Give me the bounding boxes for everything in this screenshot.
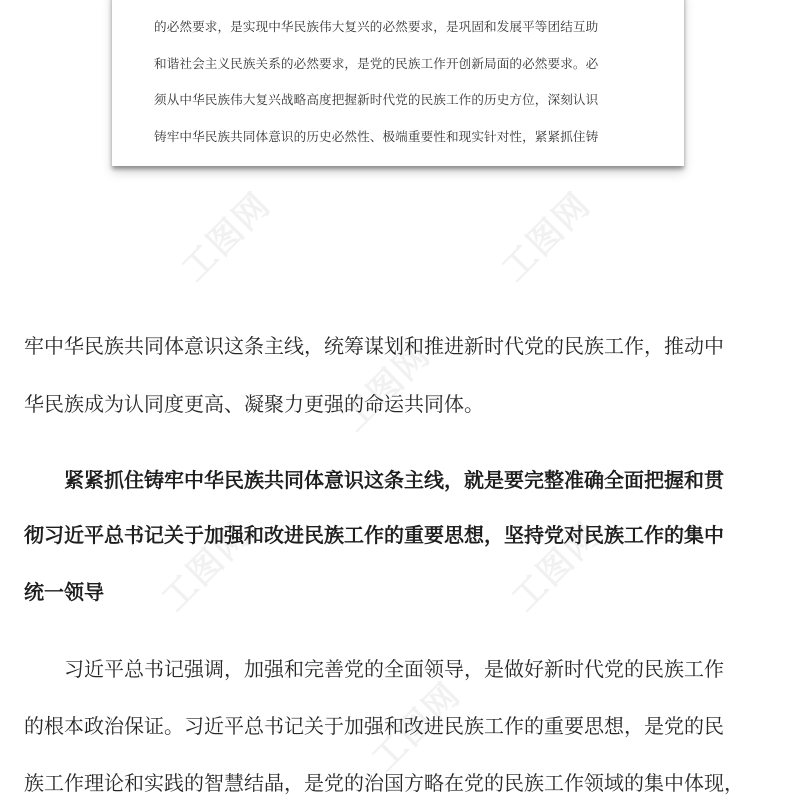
excerpt-card bbox=[112, 0, 684, 166]
watermark: 工图网 bbox=[154, 514, 259, 620]
watermark: 工图网 bbox=[494, 184, 599, 290]
excerpt-line: 须从中华民族伟大复兴战略高度把握新时代党的民族工作的历史方位，深刻认识 bbox=[154, 92, 599, 107]
excerpt-line: 和谐社会主义民族关系的必然要求，是党的民族工作开创新局面的必然要求。必 bbox=[154, 55, 599, 71]
excerpt-text bbox=[154, 9, 654, 155]
paragraph-line: 牢中华民族共同体意识这条主线，统筹谋划和推进新时代党的民族工作，推动中 bbox=[24, 334, 724, 358]
paragraph-line: 族工作理论和实践的智慧结晶，是党的治国方略在党的民族工作领域的集中体现， bbox=[24, 771, 744, 795]
excerpt-line: 的必然要求，是实现中华民族伟大复兴的必然要求，是巩固和发展平等团结互助 bbox=[154, 19, 599, 34]
section-heading-text: 紧紧抓住铸牢中华民族共同体意识这条主线，就是要完整准确全面把握和贯 bbox=[64, 468, 724, 492]
section-heading-line: 统一领导 bbox=[24, 580, 104, 604]
watermark: 工图网 bbox=[364, 674, 469, 780]
watermark: 工图网 bbox=[334, 334, 439, 440]
section-heading-line bbox=[24, 467, 776, 493]
excerpt-line: 铸牢中华民族共同体意识的历史必然性、极端重要性和现实针对性，紧紧抓住铸 bbox=[154, 128, 599, 144]
paragraph-line: 华民族成为认同度更高、凝聚力更强的命运共同体。 bbox=[24, 392, 484, 416]
paragraph-text: 习近平总书记强调，加强和完善党的全面领导，是做好新时代党的民族工作 bbox=[64, 657, 724, 681]
watermark: 工图网 bbox=[504, 514, 609, 620]
paragraph-line: 的根本政治保证。习近平总书记关于加强和改进民族工作的重要思想，是党的民 bbox=[24, 714, 724, 738]
paragraph-line bbox=[24, 656, 776, 682]
watermark: 工图网 bbox=[174, 184, 279, 290]
section-heading-line: 彻习近平总书记关于加强和改进民族工作的重要思想，坚持党对民族工作的集中 bbox=[24, 523, 724, 547]
